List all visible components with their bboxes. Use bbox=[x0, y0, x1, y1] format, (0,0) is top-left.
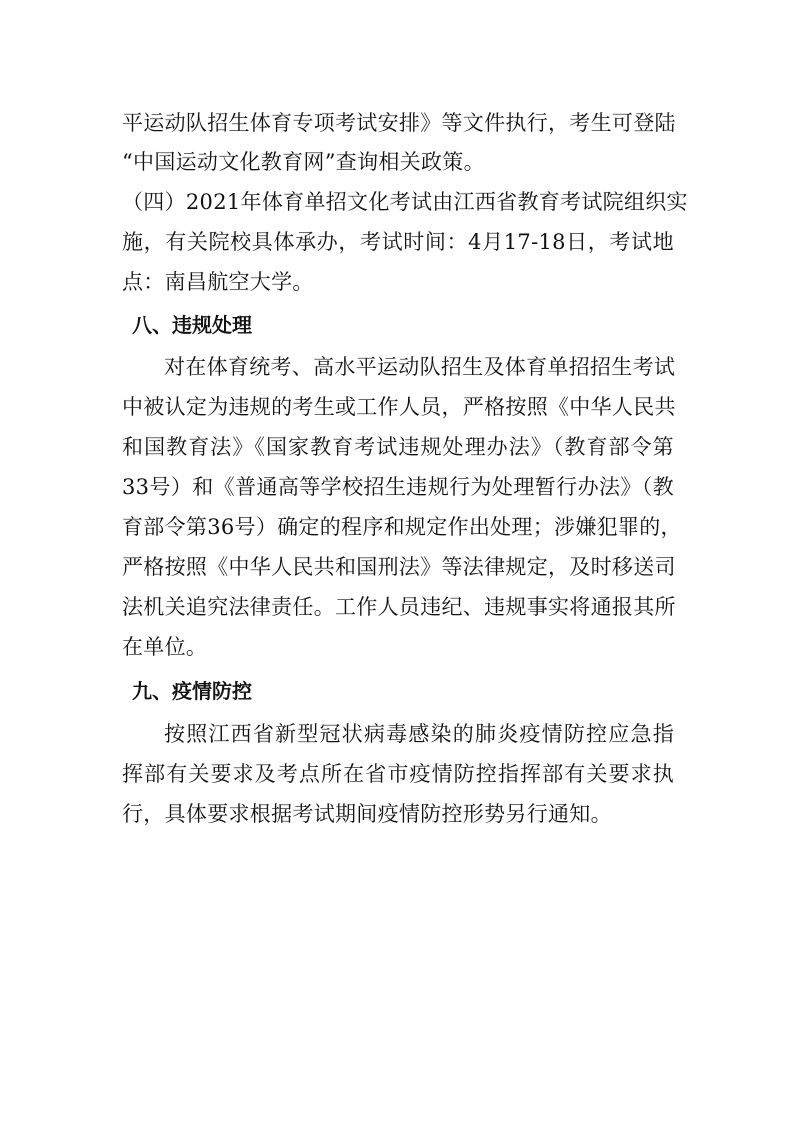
body-text-line: 点：南昌航空大学。 bbox=[122, 270, 314, 294]
body-text-line: 33号）和《普通高等学校招生违规行为处理暂行办法》（教 bbox=[122, 475, 674, 499]
body-text-line: 施，有关院校具体承办，考试时间：4月17-18日，考试地 bbox=[122, 230, 674, 254]
section-heading-epidemic-control: 九、疫情防控 bbox=[132, 679, 252, 703]
body-text-line: 严格按照《中华人民共和国刑法》等法律规定，及时移送司 bbox=[122, 555, 676, 579]
body-text-line: 中被认定为违规的考生或工作人员，严格按照《中华人民共 bbox=[122, 395, 676, 419]
body-text-line: 按照江西省新型冠状病毒感染的肺炎疫情防控应急指 bbox=[164, 722, 674, 746]
body-text-line: 在单位。 bbox=[122, 635, 208, 659]
body-text-line: 法机关追究法律责任。工作人员违纪、违规事实将通报其所 bbox=[122, 595, 676, 619]
section-heading-violations: 八、违规处理 bbox=[132, 313, 252, 337]
body-text-line: 挥部有关要求及考点所在省市疫情防控指挥部有关要求执 bbox=[122, 762, 674, 786]
body-text-line: 育部令第36号）确定的程序和规定作出处理；涉嫌犯罪的， bbox=[122, 515, 682, 539]
body-text-line: 对在体育统考、高水平运动队招生及体育单招招生考试 bbox=[164, 355, 676, 379]
body-text-line: 和国教育法》《国家教育考试违规处理办法》（教育部令第 bbox=[122, 435, 674, 459]
body-text-line: （四）2021年体育单招文化考试由江西省教育考试院组织实 bbox=[122, 190, 688, 214]
body-text-line: 行，具体要求根据考试期间疫情防控形势另行通知。 bbox=[122, 802, 612, 826]
body-text-line: “中国运动文化教育网”查询相关政策。 bbox=[122, 150, 485, 174]
body-text-line: 平运动队招生体育专项考试安排》等文件执行，考生可登陆 bbox=[122, 111, 676, 135]
